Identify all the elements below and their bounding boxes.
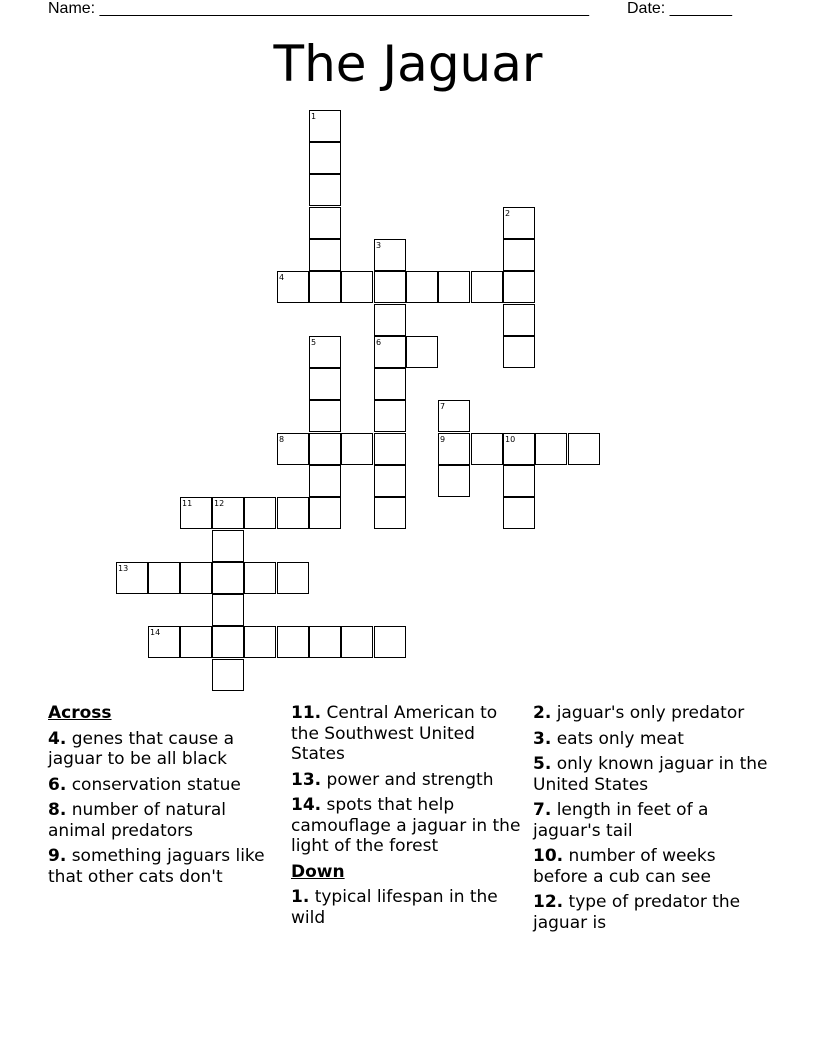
grid-cell[interactable] <box>374 465 406 497</box>
grid-cell[interactable] <box>374 626 406 658</box>
clue-down-3: 3. eats only meat <box>533 728 684 749</box>
page-title: The Jaguar <box>273 35 543 93</box>
clue-down-1: 1. typical lifespan in the wild <box>291 887 498 928</box>
grid-cell[interactable] <box>309 626 341 658</box>
grid-cell[interactable] <box>503 239 535 271</box>
grid-cell[interactable] <box>374 433 406 465</box>
across-heading: Across <box>48 703 112 723</box>
grid-cell[interactable] <box>503 304 535 336</box>
grid-cell[interactable] <box>438 271 470 303</box>
grid-cell[interactable] <box>212 530 244 562</box>
grid-cell[interactable] <box>503 497 535 529</box>
grid-cell[interactable] <box>438 465 470 497</box>
clue-down-10: 10. number of weeks before a cub can see <box>533 846 716 887</box>
grid-cell[interactable] <box>277 562 309 594</box>
clue-number-12: 12 <box>214 499 225 508</box>
grid-cell[interactable] <box>503 465 535 497</box>
grid-cell[interactable] <box>277 497 309 529</box>
grid-cell[interactable] <box>244 497 276 529</box>
grid-cell[interactable] <box>374 271 406 303</box>
clue-number-10: 10 <box>505 435 516 444</box>
grid-cell[interactable] <box>503 336 535 368</box>
clue-number-3: 3 <box>376 241 382 250</box>
down-heading: Down <box>291 861 345 882</box>
clue-across-4: 4. genes that cause a jaguar to be all black <box>48 728 235 769</box>
grid-cell[interactable] <box>406 336 438 368</box>
clue-number-7: 7 <box>440 402 446 411</box>
clue-across-11: 11. Central American to the Southwest United States <box>291 703 498 764</box>
grid-cell[interactable] <box>180 626 212 658</box>
clue-down-12: 12. type of predator the jaguar is <box>533 892 741 933</box>
grid-cell[interactable] <box>309 174 341 206</box>
clue-number-9: 9 <box>440 435 446 444</box>
clue-number-13: 13 <box>118 564 129 573</box>
grid-cell[interactable] <box>406 271 438 303</box>
grid-cell[interactable] <box>212 594 244 626</box>
clue-column-3 <box>533 703 768 938</box>
clue-number-8: 8 <box>279 435 285 444</box>
grid-cell[interactable] <box>374 497 406 529</box>
grid-cell[interactable] <box>341 271 373 303</box>
clue-across-8: 8. number of natural animal predators <box>48 800 227 841</box>
grid-cell[interactable] <box>212 562 244 594</box>
clue-number-6: 6 <box>376 338 382 347</box>
grid-cell[interactable] <box>309 433 341 465</box>
clue-number-11: 11 <box>182 499 193 508</box>
grid-cell[interactable] <box>244 626 276 658</box>
grid-cell[interactable] <box>471 433 503 465</box>
clue-across-6: 6. conservation statue <box>48 774 241 795</box>
clue-number-1: 1 <box>311 112 317 121</box>
clue-column-2 <box>291 703 526 933</box>
grid-cell[interactable] <box>535 433 567 465</box>
grid-cell[interactable] <box>309 239 341 271</box>
grid-cell[interactable] <box>503 271 535 303</box>
grid-cell[interactable] <box>374 368 406 400</box>
grid-cell[interactable] <box>148 562 180 594</box>
grid-cell[interactable] <box>309 142 341 174</box>
clue-across-9: 9. something jaguars like that other cats don't <box>48 846 265 887</box>
clue-number-5: 5 <box>311 338 317 347</box>
grid-cell[interactable] <box>309 465 341 497</box>
clue-down-2: 2. jaguar's only predator <box>533 703 745 723</box>
grid-cell[interactable] <box>212 659 244 691</box>
clue-number-2: 2 <box>505 209 511 218</box>
grid-cell[interactable] <box>341 433 373 465</box>
grid-cell[interactable] <box>309 207 341 239</box>
clue-across-14: 14. spots that help camouflage a jaguar in the light of the forest <box>291 795 521 856</box>
grid-cell[interactable] <box>180 562 212 594</box>
clue-down-5: 5. only known jaguar in the United States <box>533 754 768 795</box>
grid-cell[interactable] <box>212 626 244 658</box>
grid-cell[interactable] <box>471 271 503 303</box>
clue-down-7: 7. length in feet of a jaguar's tail <box>533 800 709 841</box>
grid-cell[interactable] <box>309 271 341 303</box>
grid-cell[interactable] <box>341 626 373 658</box>
date-field-label: Date: _______ <box>627 0 732 17</box>
grid-cell[interactable] <box>277 626 309 658</box>
grid-cell[interactable] <box>244 562 276 594</box>
name-field-label: Name: _______________________________________________________ <box>48 0 589 17</box>
clue-column-1 <box>48 703 283 892</box>
grid-cell[interactable] <box>374 400 406 432</box>
grid-cell[interactable] <box>309 497 341 529</box>
grid-cell[interactable] <box>309 400 341 432</box>
clue-number-4: 4 <box>279 273 285 282</box>
clue-number-14: 14 <box>150 628 161 637</box>
grid-cell[interactable] <box>568 433 600 465</box>
grid-cell[interactable] <box>374 304 406 336</box>
clue-across-13: 13. power and strength <box>291 769 494 790</box>
grid-cell[interactable] <box>309 368 341 400</box>
